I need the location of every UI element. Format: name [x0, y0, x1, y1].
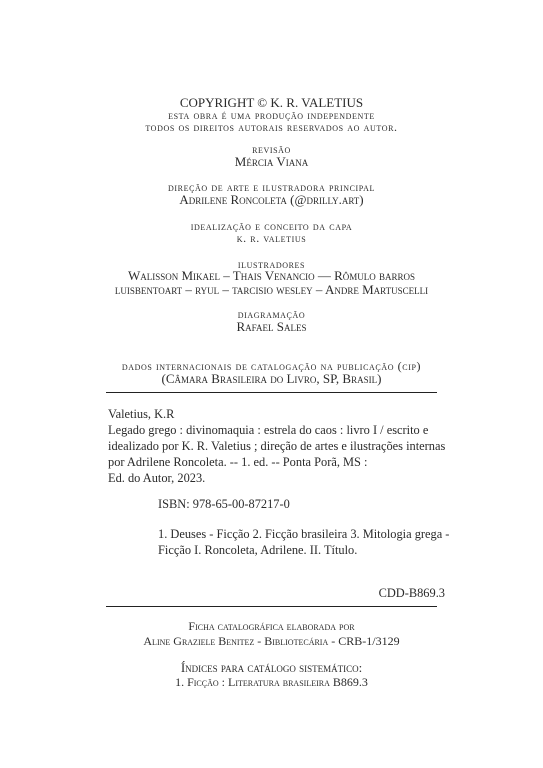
cip-description-line-4: Ed. do Autor, 2023.: [108, 471, 206, 485]
copyright-title: COPYRIGHT © K. R. VALETIUS: [179, 95, 364, 110]
copyright-line-2: todos os direitos autorais reservados ao autor.: [145, 120, 398, 134]
cip-description-line-2: idealizado por K. R. Valetius ; direção de artes e ilustrações internas: [108, 439, 446, 453]
cip-subjects-line-1: 1. Deuses - Ficção 2. Ficção brasileira 3. Mitologia grega -: [158, 527, 450, 541]
index-title: Índices para catálogo sistemático:: [180, 660, 363, 675]
librarian-credit: Aline Graziele Benitez - Bibliotecária - CRB-1/3129: [143, 634, 400, 648]
credit-role-art-direction: direção de arte e ilustradora principal: [168, 180, 375, 194]
ficha-credit: Ficha catalográfica elaborada por: [188, 619, 355, 633]
credit-name-revision: Mércia Viana: [234, 154, 309, 169]
credit-role-layout: diagramação: [237, 307, 306, 321]
copyright-line-1: esta obra é uma produção independente: [168, 108, 375, 122]
cip-description-line-3: por Adrilene Roncoleta. -- 1. ed. -- Ponta Porã, MS :: [108, 455, 368, 469]
credit-role-cover-concept: idealização e conceito da capa: [190, 219, 353, 233]
cip-subjects-line-2: Ficção I. Roncoleta, Adrilene. II. Título.: [158, 543, 358, 557]
cip-cdd: CDD-B869.3: [378, 586, 445, 600]
credit-name-art-direction: Adrilene Roncoleta (@drilly.art): [179, 192, 364, 207]
cip-description-line-1: Legado grego : divinomaquia : estrela do caos : livro I / escrito e: [108, 423, 429, 437]
credit-name-layout: Rafael Sales: [236, 319, 307, 334]
credit-names-illustrators-1: Walisson Mikael – Thais Venancio — Rômulo barros: [127, 268, 416, 283]
credit-role-illustrators: ilustradores: [237, 257, 306, 271]
credit-name-cover-concept: k. r. valetius: [236, 231, 307, 245]
cip-header-line-2: (Câmara Brasileira do Livro, SP, Brasil): [161, 371, 382, 386]
cip-top-rule: [106, 392, 437, 393]
index-entry: 1. Ficção : Literatura brasileira B869.3: [175, 675, 368, 689]
credit-role-revision: revisão: [252, 142, 291, 156]
credit-names-illustrators-2: luisbentoart – ryul – tarcisio wesley – Andre Martuscelli: [114, 282, 429, 297]
cip-isbn: ISBN: 978-65-00-87217-0: [158, 497, 290, 511]
cip-header-line-1: dados internacionais de catalogação na publicação (cip): [121, 359, 422, 373]
cip-bottom-rule: [106, 606, 437, 607]
cip-author: Valetius, K.R: [108, 407, 175, 421]
